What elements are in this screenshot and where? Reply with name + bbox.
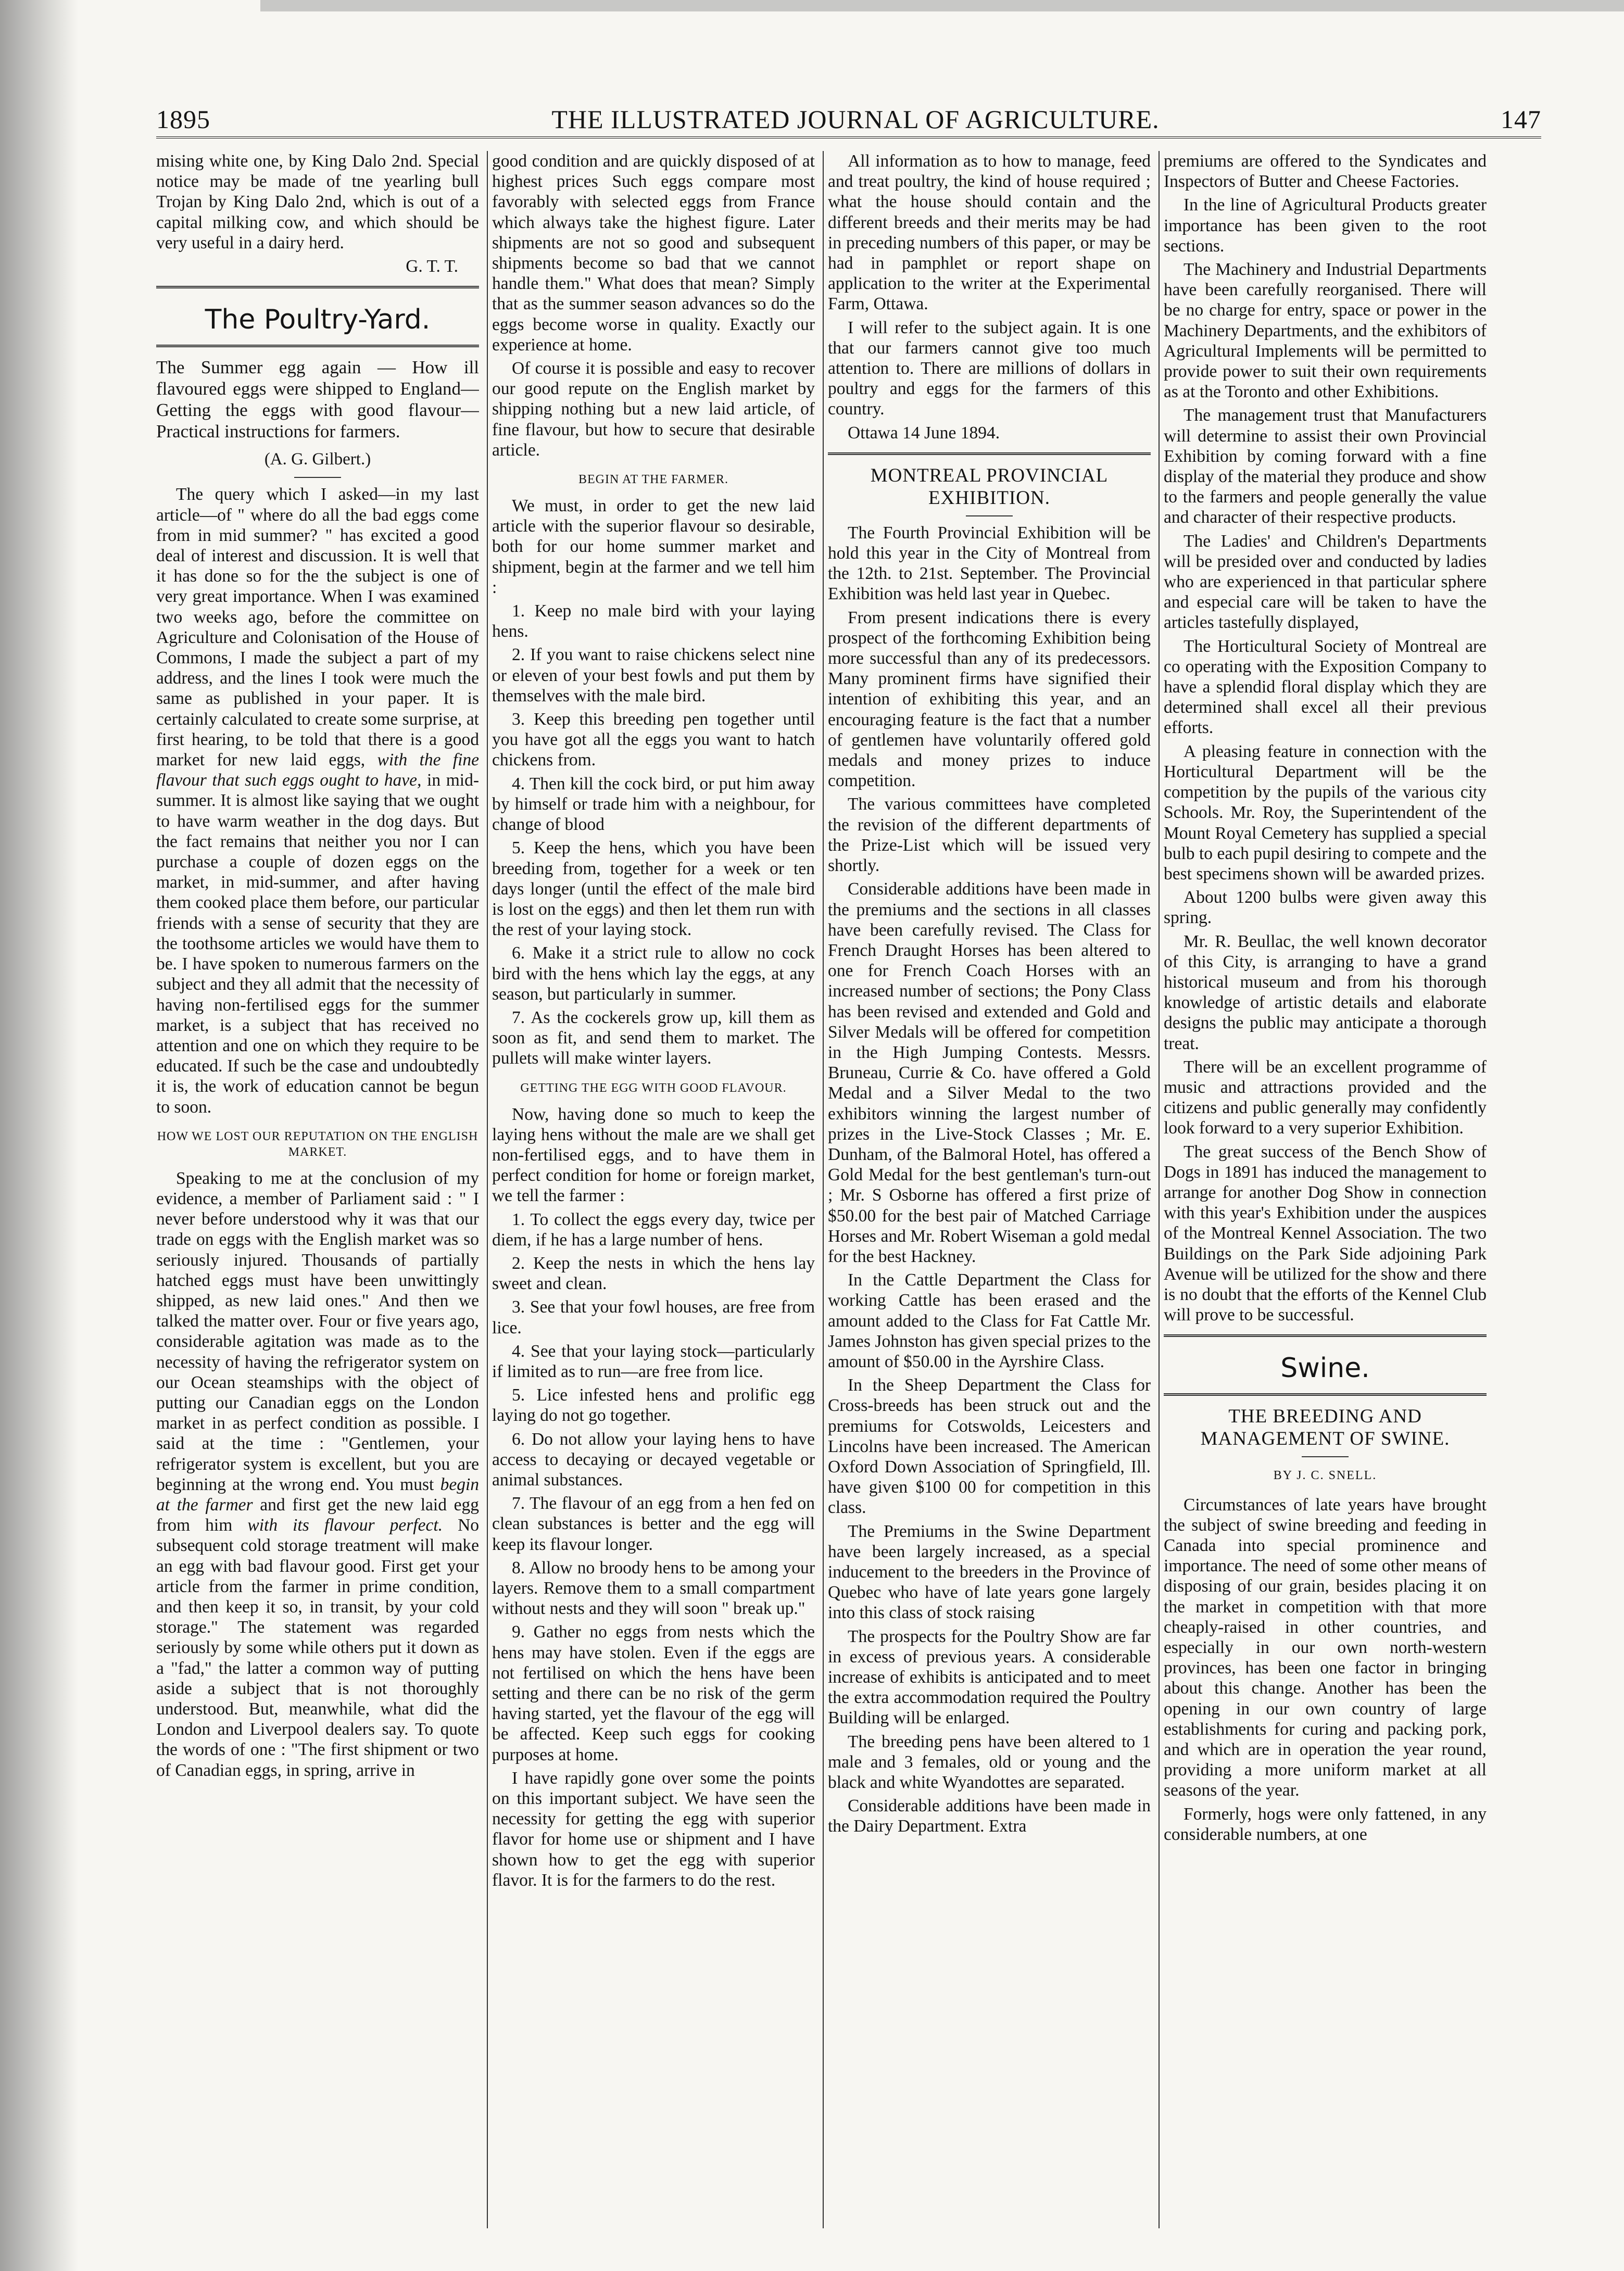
subheading: GETTING THE EGG WITH GOOD FLAVOUR. xyxy=(520,1081,787,1095)
paragraph: Considerable additions have been made in the Dairy Department. Extra xyxy=(828,1796,1151,1836)
paragraph: The breeding pens have been altered to 1 male and 3 females, old or young and the black and white Wyandottes are separated. xyxy=(828,1732,1151,1793)
section-rule xyxy=(828,452,1151,455)
list-item: 2. Keep the nests in which the hens lay sweet and clean. xyxy=(492,1253,815,1294)
signature: G. T. T. xyxy=(406,257,458,276)
section-rule xyxy=(156,286,479,288)
paragraph: From present indications there is every prospect of the forthcoming Exhibition being more successful than any of its predecessors. Many prominent firms have signified their intention of exhibiting this year, and an encouraging feature is the fact that a number of gentlemen have voluntarily offered gold medals and money prizes to induce competition. xyxy=(828,608,1151,791)
paragraph: Speaking to me at the conclusion of my evidence, a member of Parliament said : " I never before understood why it was that our trade on eggs with the English market was so seriously injured. Thousands of partially hatched eggs must have been unwittingly shipped, as new laid ones." And then we talked the matter over. Four or five years ago, considerable agitation was made as to the necessity of having the refrigerator system on our Ocean steamships with the object of putting our Canadian eggs on the London market in as perfect condition as possible. I said at the time : "Gentlemen, your refrigerator system is excellent, but you are beginning at the wrong end. You must begin at the farmer and first get the new laid egg from him with its flavour perfect. No subsequent cold storage treatment will make an egg with bad flavour good. First get your article from the farmer in prime condition, and then keep it so, in transit, by your cold storage." The statement was regarded seriously by some while others put it down as a "fad," the latter a common way of putting aside a subject that is not thoroughly understood. But, meanwhile, what did the London and Liverpool dealers say. To quote the words of one : "The first shipment or two of Canadian eggs, in spring, arrive in xyxy=(156,1168,479,1780)
byline: BY J. C. SNELL. xyxy=(1273,1469,1377,1483)
section-rule xyxy=(1164,1334,1487,1337)
page-number: 147 xyxy=(1501,105,1541,134)
column-divider xyxy=(823,151,824,2228)
section-rule xyxy=(156,345,479,347)
paragraph: Circumstances of late years have brought the subject of swine breeding and feeding in Canada into special prominence and importance. The need of some other means of disposing of our grain, besides placing it on the market in competition with that more cheaply-raised in other countries, and especially in our own north-western provinces, has been one factor in bringing about this change. Another has been the opening in our own country of large establishments for curing and packing pork, and which are in operation the year round, providing a more uniform market at all seasons of the year. xyxy=(1164,1495,1487,1800)
paragraph: We must, in order to get the new laid article with the superior flavour so desirable, both for our home summer market and shipment, begin at the farmer and we tell him : xyxy=(492,496,815,597)
list-item: 4. See that your laying stock—particularly if limited as to run—are free from lice. xyxy=(492,1341,815,1381)
short-rule xyxy=(966,515,1013,516)
paragraph: good condition and are quickly disposed of at highest prices Such eggs compare most favorably with selected eggs from France which always take the highest figure. Later shipments are not so good and subsequent shipments become so bad that we cannot handle them." What does that mean? Simply that as the summer season advances so do the eggs become worse in quality. Exactly our experience at home. xyxy=(492,152,815,355)
short-rule xyxy=(1302,1456,1349,1457)
paragraph: Mr. R. Beullac, the well known decorator of this City, is arranging to have a grand historical museum and from his thorough knowledge of artistic details and elaborate designs the public may anticipate a thorough treat. xyxy=(1164,931,1487,1053)
paragraph: The Machinery and Industrial Departments have been carefully reorganised. There will be no charge for entry, space or power in the Machinery Departments, and the exhibitors of Agricultural Implements will be permitted to provide power to suit their own requirements as at the Toronto and other Exhibitions. xyxy=(1164,260,1487,402)
article-summary: The Summer egg again — How ill flavoured eggs were shipped to England—Getting the eggs with good flavour—Practical instructions for farmers. xyxy=(156,357,479,442)
section-rule xyxy=(1164,1393,1487,1396)
paragraph: The great success of the Bench Show of Dogs in 1891 has induced the management to arrange for another Dog Show in connection with this year's Exhibition under the auspices of the Montreal Kennel Association. The two Buildings on the Park Side adjoining Park Avenue will be utilized for the show and there is no doubt that the efforts of the Kennel Club will prove to be successful. xyxy=(1164,1142,1487,1325)
list-item: 6. Do not allow your laying hens to have access to decaying or decayed vegetable or animal substances. xyxy=(492,1429,815,1490)
list-item: 7. The flavour of an egg from a hen fed on clean substances is better and the egg will keep its flavour longer. xyxy=(492,1494,815,1554)
paragraph: The Ladies' and Children's Departments will be presided over and conducted by ladies who are experienced in that particular sphere and especial care will be taken to have the articles tastefully displayed, xyxy=(1164,531,1487,633)
column-divider xyxy=(487,151,488,2228)
list-item: 4. Then kill the cock bird, or put him away by himself or trade him with a neighbour, for change of blood xyxy=(492,774,815,835)
headline-swine-breeding: THE BREEDING AND MANAGEMENT OF SWINE. xyxy=(1200,1406,1450,1450)
paragraph: The management trust that Manufacturers will determine to assist their own Provincial Exhibition by coming forward with a fine display of the material they produce and show to the farmers and people generally the value and character of their respective products. xyxy=(1164,406,1487,527)
list-item: 6. Make it a strict rule to allow no cock bird with the hens which lay the eggs, at any season, but particularly in summer. xyxy=(492,943,815,1004)
list-item: 8. Allow no broody hens to be among your layers. Remove them to a small compartment without nests and they will soon " break up." xyxy=(492,1558,815,1619)
paragraph: The Horticultural Society of Montreal are co operating with the Exposition Company to have a splendid floral display which they are determined shall excel all their previous efforts. xyxy=(1164,636,1487,738)
list-item: 2. If you want to raise chickens select nine or eleven of your best fowls and put them by themselves with the male bird. xyxy=(492,645,815,705)
paragraph: The query which I asked—in my last article—of " where do all the bad eggs come from in mid summer? " has excited a good deal of interest and discussion. It is well that it has done so for the the subject is one of very great importance. When I was examined two weeks ago, before the committee on Agriculture and Colonisation of the House of Commons, I made the subject a part of my address, and the lines I took were much the same as published in your paper. It is certainly calculated to create some surprise, at first hearing, to be told that there is a good market for new laid eggs, with the fine flavour that such eggs ought to have, in mid-summer. It is almost like saying that we ought to have warm weather in the dog days. But the fact remains that neither you nor I can purchase a couple of dozen eggs on the market, in mid-summer, and after having them cooked place them before, our particular friends with a sense of security that they are the toothsome articles we would have them to be. I have spoken to numerous farmers on the subject and they all admit that the necessity of having non-fertilised eggs for the summer market, is a subject that has received no attention and one on which they require to be educated. If such be the case and undoubtedly it is, the work of education cannot be begun to soon. xyxy=(156,485,479,1117)
paragraph: About 1200 bulbs were given away this spring. xyxy=(1164,888,1487,928)
page-binding-shadow xyxy=(0,0,78,2271)
list-item: 5. Keep the hens, which you have been breeding from, together for a week or ten days longer (until the effect of the male bird is lost on the eggs) and then let them run with the rest of your laying stock. xyxy=(492,838,815,940)
list-item: 1. Keep no male bird with your laying hens. xyxy=(492,601,815,641)
paragraph: The Fourth Provincial Exhibition will be hold this year in the City of Montreal from the 12th. to 21st. September. The Provincial Exhibition was held last year in Quebec. xyxy=(828,523,1151,604)
list-item: 5. Lice infested hens and prolific egg laying do not go together. xyxy=(492,1385,815,1425)
journal-title: THE ILLUSTRATED JOURNAL OF AGRICULTURE. xyxy=(551,105,1160,134)
paragraph: Formerly, hogs were only fattened, in any considerable numbers, at one xyxy=(1164,1804,1487,1844)
list-item: 7. As the cockerels grow up, kill them as soon as fit, and send them to market. The pullets will make winter layers. xyxy=(492,1007,815,1068)
paragraph: In the Sheep Department the Class for Cross-breeds has been struck out and the premiums for Cotswolds, Leicesters and Lincolns have been increased. The American Oxford Down Association of Springfield, Ill. have given $100 00 for competition in this class. xyxy=(828,1376,1151,1518)
column-divider xyxy=(1159,151,1160,2228)
paragraph: A pleasing feature in connection with the Horticultural Department will be the competition by the pupils of the various city Schools. Mr. Roy, the Superintendent of the Mount Royal Cemetery has supplied a special bulb to each pupil desiring to compete and the best specimens shown will be awarded prizes. xyxy=(1164,741,1487,884)
paragraph: I will refer to the subject again. It is one that our farmers cannot give too much attention to. There are millions of dollars in poultry and eggs for the farmers of this country. xyxy=(828,318,1151,419)
section-title-swine: Swine. xyxy=(1280,1353,1370,1384)
column-1 xyxy=(156,151,479,2234)
carryover-paragraph: mising white one, by King Dalo 2nd. Special notice may be made of tne yearling bull Trojan by King Dalo 2nd, which is out of a capital milking cow, and which should be very useful in a dairy herd. xyxy=(156,152,479,253)
paragraph: Considerable additions have been made in the premiums and the sections in all classes have been carefully revised. The Class for French Draught Horses has been altered to one for French Coach Horses with an increased number of sections; the Pony Class has been revised and extended and Gold and Silver Medals will be offered for competition in the High Jumping Contests. Messrs. Bruneau, Currie & Co. have offered a Gold Medal and a Silver Medal to the two exhibitors winning the largest number of prizes in the Live-Stock Classes ; Mr. E. Dunham, of the Balmoral Hotel, has offered a Gold Medal for the best gentleman's turn-out ; Mr. S Osborne has offered a first prize of $50.00 for the best pair of Matched Carriage Horses and Mr. Robert Wiseman a gold medal for the best Hackney. xyxy=(828,879,1151,1266)
running-head xyxy=(156,98,1541,134)
paragraph: The Premiums in the Swine Department have been largely increased, as a special inducement to the breeders in the Province of Quebec who have of late years gone largely into this class of stock raising xyxy=(828,1521,1151,1623)
column-2 xyxy=(492,151,815,2234)
paragraph: In the line of Agricultural Products greater importance has been given to the root sections. xyxy=(1164,195,1487,256)
column-3 xyxy=(828,151,1151,2234)
list-item: 1. To collect the eggs every day, twice per diem, if he has a large number of hens. xyxy=(492,1209,815,1250)
paragraph: The prospects for the Poultry Show are far in excess of previous years. A considerable increase of exhibits is anticipated and to meet the extra accommodation required the Poultry Building will be enlarged. xyxy=(828,1626,1151,1728)
subheading: HOW WE LOST OUR REPUTATION ON THE ENGLISH MARKET. xyxy=(157,1129,479,1159)
paragraph: Now, having done so much to keep the laying hens without the male are we shall get non-fertilised eggs, and to have them in perfect condition for home or foreign market, we tell the farmer : xyxy=(492,1104,815,1206)
headline-montreal-exhibition: MONTREAL PROVINCIAL EXHIBITION. xyxy=(870,464,1109,509)
subheading: BEGIN AT THE FARMER. xyxy=(578,473,729,487)
section-title-poultry: The Poultry-Yard. xyxy=(205,304,431,336)
scan-edge-band xyxy=(260,0,1624,11)
paragraph: premiums are offered to the Syndicates and Inspectors of Butter and Cheese Factories. xyxy=(1164,152,1487,192)
list-item: 3. See that your fowl houses, are free from lice. xyxy=(492,1297,815,1338)
paragraph: The various committees have completed the revision of the different departments of the Prize-List which will be issued very shortly. xyxy=(828,794,1151,876)
byline: (A. G. Gilbert.) xyxy=(264,450,371,469)
paragraph: In the Cattle Department the Class for working Cattle has been erased and the amount added to the Class for Fat Cattle Mr. James Johnston has given special prizes to the amount of $50.00 in the Ayrshire Class. xyxy=(828,1270,1151,1371)
list-item: 9. Gather no eggs from nests which the hens may have stolen. Even if the eggs are not fertilised on which the hens have been setting and there can be no risk of the germ having started, yet the flavour of the egg will be affected. Keep such eggs for cooking purposes at home. xyxy=(492,1622,815,1764)
list-item: 3. Keep this breeding pen together until you have got all the eggs you want to hatch chickens from. xyxy=(492,710,815,770)
paragraph: I have rapidly gone over some the points on this important subject. We have seen the necessity for getting the egg with superior flavor for home use or shipment and I have shown how to get the egg with superior flavor. It is for the farmers to do the rest. xyxy=(492,1768,815,1890)
column-4 xyxy=(1164,151,1487,2234)
paragraph: Of course it is possible and easy to recover our good repute on the English market by shipping nothing but a new laid article, of fine flavour, but how to secure that desirable article. xyxy=(492,359,815,460)
year: 1895 xyxy=(156,105,210,134)
paragraph: There will be an excellent programme of music and attractions provided and the citizens and public generally may confidently look forward to a very superior Exhibition. xyxy=(1164,1057,1487,1138)
header-rule xyxy=(156,136,1541,138)
dateline: Ottawa 14 June 1894. xyxy=(848,423,1000,443)
short-rule xyxy=(294,477,341,478)
paragraph: All information as to how to manage, feed and treat poultry, the kind of house required ; what the house should contain and the different breeds and their merits may be had in preceding numbers of this paper, or may be had in pamphlet or report shape on application to the writer at the Experimental Farm, Ottawa. xyxy=(828,152,1151,314)
